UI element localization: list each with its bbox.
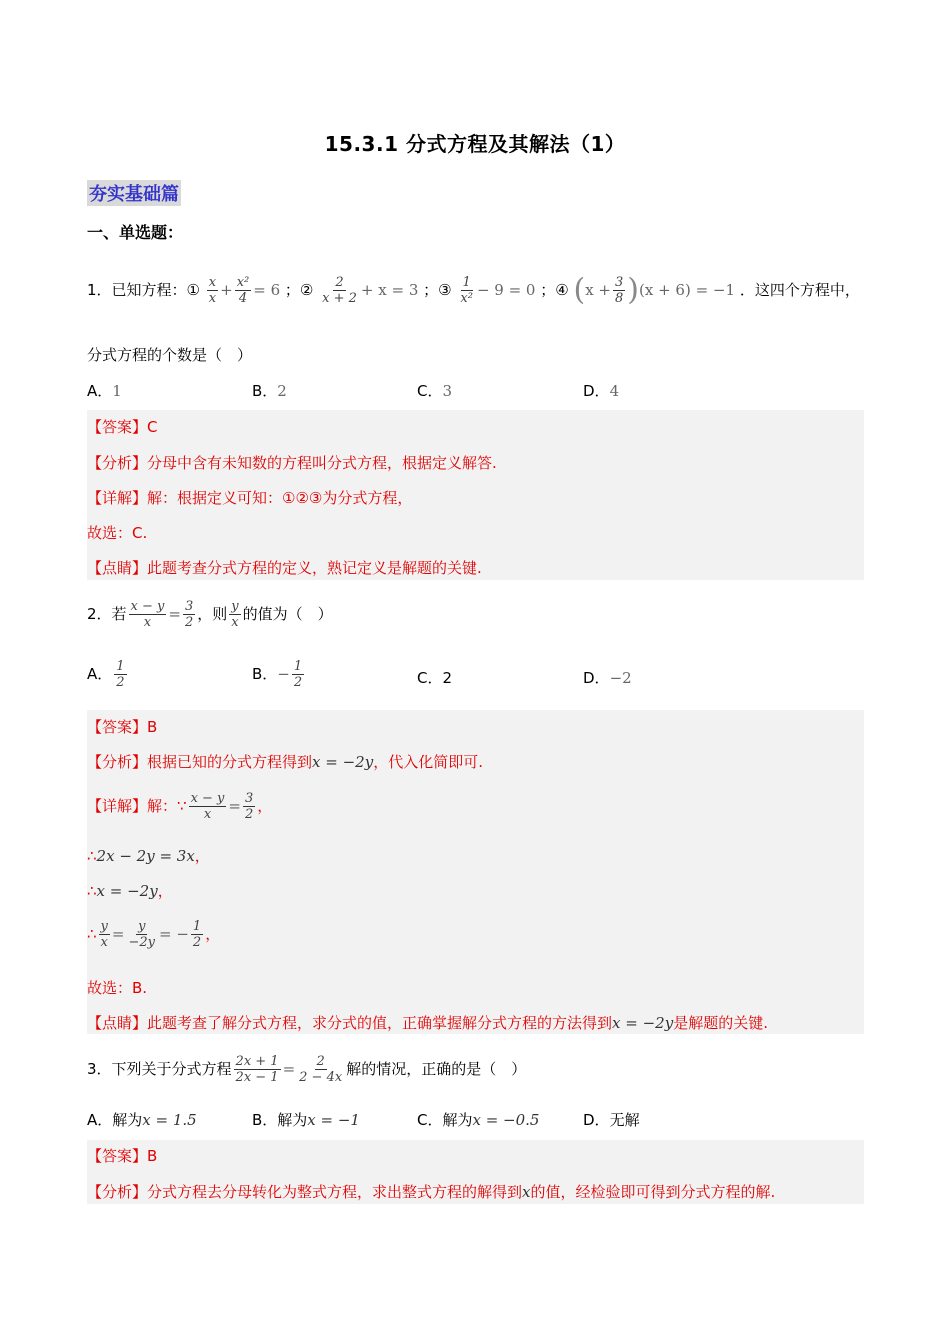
q1-lead: 1．已知方程：① [87,281,200,299]
q1-eq1-plus: + [220,281,233,299]
q2-lead: 2．若 [87,605,127,623]
q2-option-b: B．− $\frac{1}{2}$ [252,659,303,690]
q1-analysis: 【分析】分母中含有未知数的方程叫分式方程，根据定义解答. [87,454,497,472]
question-2-stem: 2．若 $\frac{x - y}{x}$ = $\frac{3}{2}$ ，则 $\frac{y}{x}$ 的值为（ ） [87,599,333,630]
q1-detail: 【详解】解：根据定义可知：①②③为分式方程， [87,489,413,507]
q2-answer: 【答案】B [87,718,158,736]
q2-target-frac: $\frac{y}{x}$ [231,599,239,630]
q2-analysis: 【分析】根据已知的分式方程得到x = −2y，代入化简即可. [87,753,483,771]
q3-lead: 3．下列关于分式方程 [87,1060,232,1078]
q1-eq1-rhs: = 6 [253,281,281,299]
q2-eq-rhs: $\frac{3}{2}$ [184,599,194,630]
q2-step1: ∴2x − 2y = 3x， [87,847,210,865]
q1-eq3-frac: $\frac{1}{\text{x²}}$ [460,275,473,306]
section-label: 夯实基础篇 [87,180,181,206]
q1-option-b: B．2 [252,382,287,400]
q3-eq-lhs: $\frac{2x + 1}{2x - 1}$ [235,1054,279,1085]
q2-detail: 【详解】解：∵ $\frac{x - y}{x}$ = $\frac{3}{2}$ ， [87,791,273,822]
q2-tail: 的值为（ ） [242,605,333,623]
question-type-heading: 一、单选题： [87,223,184,242]
q1-choose: 故选：C. [87,524,148,542]
q2-option-c: C．2 [417,669,453,687]
q1-comment: 【点睛】此题考查分式方程的定义，熟记定义是解题的关键. [87,559,482,577]
q2-option-d: D．−2 [583,669,632,687]
q3-option-c: C．解为x = −0.5 [417,1111,540,1129]
q1-sep4: ；④ [540,281,569,299]
q1-option-a: A．1 [87,382,122,400]
q1-option-d: D．4 [583,382,620,400]
q3-option-a: A．解为x = 1.5 [87,1111,197,1129]
q1-eq4-rhs: (x + 6) = −1 [639,281,736,299]
q1-eq1-frac2: $\frac{\text{x²}}{4}$ [236,275,250,306]
q1-sep3: ；③ [423,281,452,299]
q2-comment: 【点睛】此题考查了解分式方程，求分式的值，正确掌握解分式方程的方法得到x = −2y是解题的关键. [87,1014,768,1032]
q1-sep2: ；② [284,281,314,299]
q2-step2: ∴x = −2y， [87,882,173,900]
q2-option-a: A． $\frac{1}{2}$ [87,659,125,690]
page-title: 15.3.1 分式方程及其解法（1） [324,132,626,156]
q3-option-b: B．解为x = −1 [252,1111,360,1129]
q3-answer: 【答案】B [87,1147,158,1165]
q2-step3: ∴ $\frac{y}{x}$ = $\frac{y}{-2y}$ = − $\frac{1}{2}$ ， [87,919,221,950]
q2-choose: 故选：B. [87,979,148,997]
q1-answer: 【答案】C [87,418,158,436]
q1-eq4-frac: $\frac{3}{8}$ [615,275,624,306]
q3-eq-rhs: $\frac{2}{2 - 4x}$ [299,1054,343,1085]
q3-option-d: D．无解 [583,1111,640,1129]
q1-eq2-rhs: + x = 3 [360,281,419,299]
q2-mid: ，则 [197,605,228,623]
question-3-stem: 3．下列关于分式方程 $\frac{2x + 1}{2x - 1}$ = $\frac{2}{2 - 4x}$ 解的情况，正确的是（ ） [87,1054,527,1085]
q2-eq-lhs: $\frac{x - y}{x}$ [130,599,165,630]
q1-eq3-rhs: − 9 = 0 [476,281,536,299]
q1-option-c: C．3 [417,382,453,400]
q3-tail: 解的情况，正确的是（ ） [346,1060,527,1078]
question-1-stem: 1．已知方程：① $\frac{x}{x}$ + $\frac{\text{x²}}{4}$ = 6 ；② $\frac{2}{x + 2}$ + x = 3 ；③ $\frac{1}{\text{x²}}$ − 9 = 0 ；④ (x + $\frac{3}{8}$ )(x + 6) = −1 ．这四个方程中， [87,272,860,308]
q1-eq2-frac: $\frac{2}{x + 2}$ [322,275,357,306]
q3-analysis: 【分析】分式方程去分母转化为整式方程，求出整式方程的解得到x的值，经检验即可得到分式方程的解. [87,1183,776,1201]
q1-eq4-pre: x + [585,281,611,299]
q1-eq1-frac1: $\frac{x}{x}$ [208,275,217,306]
q1-tail: ．这四个方程中， [739,281,860,299]
question-1-line2: 分式方程的个数是（ ） [87,346,253,364]
